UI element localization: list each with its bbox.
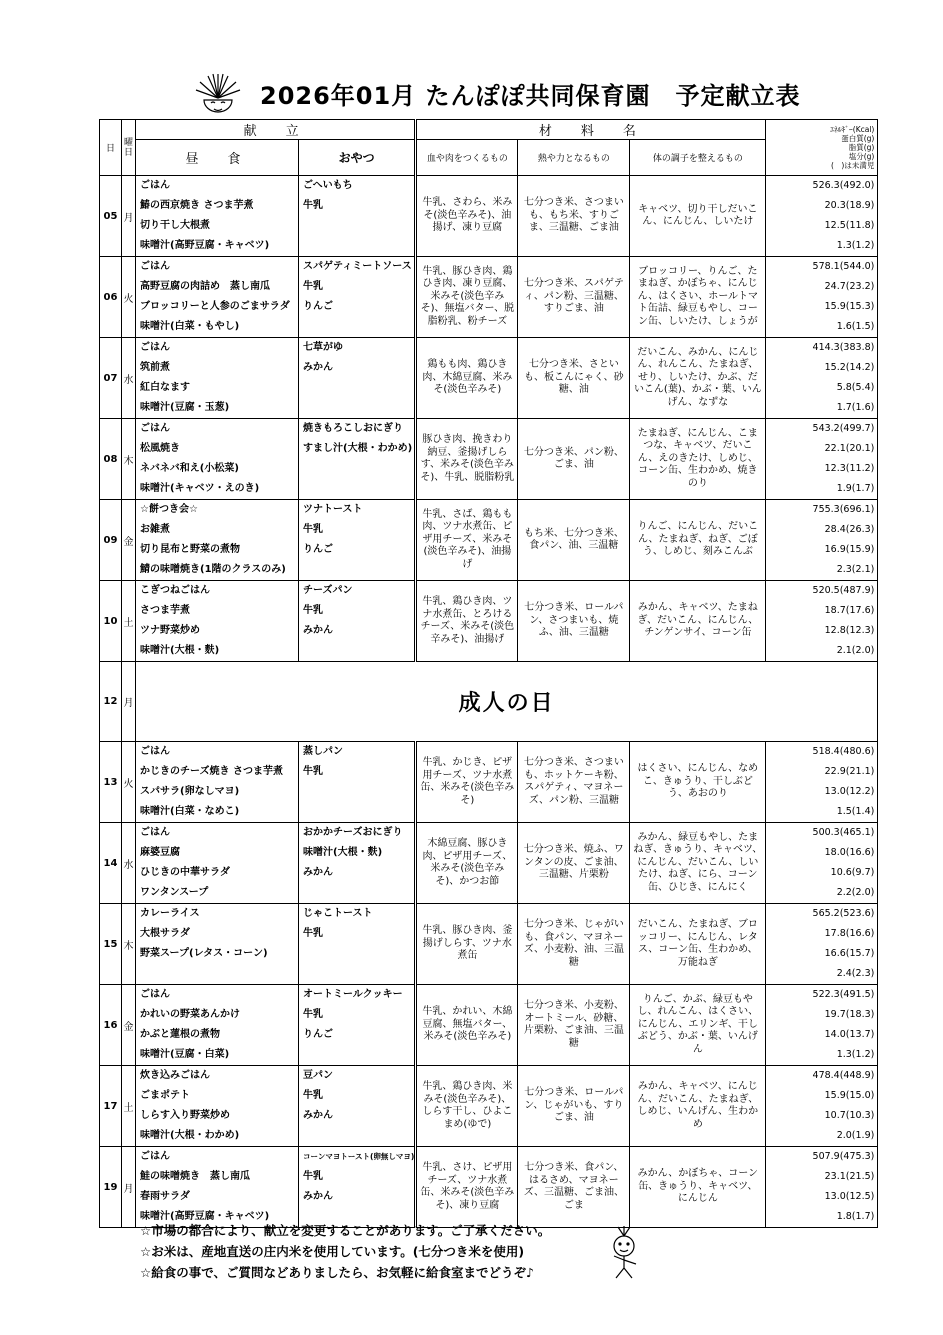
nutrition-value: 1.8(1.7) [836,1211,875,1222]
lunch-item: かぶと蓮根の煮物 [140,1029,220,1040]
lunch-item: 味噌汁(豆腐・玉葱) [140,402,230,413]
menu-table [99,119,878,1228]
snack-item: みかん [303,867,333,878]
snack-cell [299,581,416,662]
page-title: 2026年01月 たんぽぽ共同保育園 予定献立表 [260,82,801,110]
day-number: 17 [100,1066,122,1147]
lunch-item: 鮭の味噌焼き 蒸し南瓜 [140,1171,250,1182]
lunch-item: ごはん [140,827,170,838]
nutrition-value: 755.3(696.1) [812,504,875,515]
lunch-cell [136,338,299,419]
nutrition-value: 5.8(5.4) [836,382,875,393]
nutrition-value: 2.1(2.0) [836,645,875,656]
day-number: 13 [100,742,122,823]
note-2: ☆お米は、産地直送の庄内米を使用しています。(七分つき米を使用) [140,1244,525,1259]
lunch-item: ☆餅つき会☆ [140,504,198,515]
red-foods: 木綿豆腐、豚ひき肉、ピザ用チーズ、米みそ(淡色辛みそ)、かつお節 [416,823,518,904]
weekday: 火 [122,257,136,338]
snack-item: 牛乳 [303,281,323,292]
dandelion-face-icon [190,70,246,116]
green-foods: はくさい、にんじん、なめこ、きゅうり、干しぶどう、あおのり [630,742,766,823]
weekday: 土 [122,581,136,662]
lunch-item [136,964,298,984]
nutrition-value: 2.4(2.3) [836,968,875,979]
snack-cell [299,419,416,500]
day-number: 19 [100,1147,122,1228]
lunch-item: ごはん [140,746,170,757]
nutrition-cell [766,338,878,419]
nutrition-value: 15.2(14.2) [824,362,875,373]
red-foods: 牛乳、さわら、米みそ(淡色辛みそ)、油揚げ、凍り豆腐 [416,176,518,257]
yellow-foods: 七分つき米、パン粉、ごま、油 [518,419,630,500]
day-number: 16 [100,985,122,1066]
nutrition-value: 500.3(465.1) [812,827,875,838]
snack-item: オートミールクッキー [303,989,403,1000]
nutrition-value: 18.7(17.6) [824,605,875,616]
weekday: 木 [122,904,136,985]
day-row [100,1147,878,1228]
lunch-cell [136,581,299,662]
snack-cell [299,742,416,823]
lunch-item: ごはん [140,342,170,353]
nutrition-cell [766,419,878,500]
lunch-item: こぎつねごはん [140,585,210,596]
nutrition-value: 18.0(16.6) [824,847,875,858]
lunch-item: かれいの野菜あんかけ [140,1009,240,1020]
nutrition-value: 518.4(480.6) [812,746,875,757]
snack-item: ごへいもち [303,180,353,191]
snack-item: 牛乳 [303,1171,323,1182]
nutrition-value: 16.6(15.7) [824,948,875,959]
yellow-foods: 七分つき米、小麦粉、オートミール、砂糖、片栗粉、ごま油、三温糖 [518,985,630,1066]
lunch-item: ごはん [140,423,170,434]
lunch-item: スパサラ(卵なしマヨ) [140,786,240,797]
nutrition-value: 14.0(13.7) [824,1029,875,1040]
lunch-cell [136,257,299,338]
green-foods: みかん、かぼちゃ、コーン缶、きゅうり、キャベツ、にんじん [630,1147,766,1228]
header-lunch: 昼 食 [136,140,299,176]
lunch-item: ブロッコリーと人参のごまサラダ [140,301,290,312]
nutrition-value: 1.5(1.4) [836,806,875,817]
snack-item: すまし汁(大根・わかめ) [303,443,413,454]
snack-item: 牛乳 [303,928,323,939]
lunch-item: 筑前煮 [140,362,170,373]
lunch-item: 春雨サラダ [140,1191,190,1202]
day-row [100,985,878,1066]
green-foods: みかん、キャベツ、たまねぎ、だいこん、にんじん、チンゲンサイ、コーン缶 [630,581,766,662]
nutrition-value: 23.1(21.5) [824,1171,875,1182]
lunch-item: 味噌汁(高野豆腐・キャベツ) [140,1211,270,1222]
lunch-cell [136,742,299,823]
nutrition-value: 2.3(2.1) [836,564,875,575]
lunch-item: 味噌汁(白菜・もやし) [140,321,240,332]
snack-item: じゃこトースト [303,908,373,919]
weekday: 木 [122,419,136,500]
lunch-cell [136,1066,299,1147]
nutrition-value: 12.8(12.3) [824,625,875,636]
nutrition-value: 543.2(499.7) [812,423,875,434]
green-foods: りんご、かぶ、緑豆もやし、れんこん、はくさい、にんじん、エリンギ、干しぶどう、かぶ・葉、いんげん [630,985,766,1066]
snack-item: みかん [303,1191,333,1202]
lunch-item: 味噌汁(大根・わかめ) [140,1130,240,1141]
weekday: 月 [122,662,136,742]
nutrition-value: 565.2(523.6) [812,908,875,919]
nutrition-value: 10.7(10.3) [824,1110,875,1121]
lunch-item: 味噌汁(キャベツ・えのき) [140,483,260,494]
snack-cell [299,257,416,338]
nutrition-value: 12.3(11.2) [824,463,875,474]
snack-cell [299,1066,416,1147]
green-foods: たまねぎ、にんじん、こまつな、キャベツ、だいこん、えのきたけ、しめじ、コーン缶、生わかめ、焼きのり [630,419,766,500]
snack-cell [299,1147,416,1228]
nutrition-value: 1.3(1.2) [836,240,875,251]
snack-cell [299,176,416,257]
nutrition-value: 1.7(1.6) [836,402,875,413]
weekday: 火 [122,742,136,823]
snack-item: ツナトースト [303,504,363,515]
red-foods: 牛乳、豚ひき肉、釜揚げしらす、ツナ水煮缶 [416,904,518,985]
lunch-item: ツナ野菜炒め [140,625,200,636]
nutrition-value: 522.3(491.5) [812,989,875,1000]
nutrition-cell [766,176,878,257]
day-number: 15 [100,904,122,985]
snack-item: 豆パン [303,1070,333,1081]
nutrition-cell [766,257,878,338]
snack-item: りんご [303,301,333,312]
nutrition-value: 578.1(544.0) [812,261,875,272]
day-number: 07 [100,338,122,419]
lunch-item: 味噌汁(高野豆腐・キャベツ) [140,240,270,251]
snack-cell [299,338,416,419]
day-row [100,581,878,662]
weekday: 金 [122,985,136,1066]
lunch-item: かじきのチーズ焼き さつま芋煮 [140,766,283,777]
day-row [100,338,878,419]
nutrition-value: 507.9(475.3) [812,1151,875,1162]
snack-item: みかん [303,1110,333,1121]
note-3: ☆給食の事で、ご質問などありましたら、お気軽に給食室までどうぞ♪ [140,1265,534,1280]
day-row [100,1066,878,1147]
page-header [190,70,810,120]
day-number: 08 [100,419,122,500]
weekday: 水 [122,823,136,904]
snack-item: 牛乳 [303,1009,323,1020]
lunch-cell [136,500,299,581]
green-foods: りんご、にんじん、だいこん、たまねぎ、ねぎ、ごぼう、しめじ、刻みこんぶ [630,500,766,581]
lunch-item: 松風焼き [140,443,180,454]
weekday: 土 [122,1066,136,1147]
lunch-cell [136,1147,299,1228]
nutrition-value: 1.9(1.7) [836,483,875,494]
lunch-item: ごはん [140,989,170,1000]
day-number: 06 [100,257,122,338]
header-menu: 献 立 [136,120,416,140]
red-foods: 牛乳、豚ひき肉、鶏ひき肉、凍り豆腐、米みそ(淡色辛みそ)、無塩バター、脱脂粉乳、粉チーズ [416,257,518,338]
red-foods: 牛乳、かれい、木綿豆腐、無塩バター、米みそ(淡色辛みそ) [416,985,518,1066]
red-foods: 牛乳、鶏ひき肉、米みそ(淡色辛みそ)、しらす干し、ひよこまめ(ゆで) [416,1066,518,1147]
green-foods: だいこん、たまねぎ、ブロッコリー、にんじん、レタス、コーン缶、生わかめ、万能ねぎ [630,904,766,985]
nutrition-value: 2.2(2.0) [836,887,875,898]
header-green: 体の調子を整えるもの [630,140,766,176]
header-day: 日 [100,120,122,176]
snack-item: 牛乳 [303,1090,323,1101]
lunch-item: 紅白なます [140,382,190,393]
nutrition-value: 22.9(21.1) [824,766,875,777]
nutrition-value: 24.7(23.2) [824,281,875,292]
nutrition-cell [766,1066,878,1147]
day-number: 12 [100,662,122,742]
lunch-item: 味噌汁(豆腐・白菜) [140,1049,230,1060]
weekday: 月 [122,1147,136,1228]
lunch-item: ごはん [140,1151,170,1162]
nutrition-cell [766,500,878,581]
nutrition-value: 15.9(15.0) [824,1090,875,1101]
lunch-item: 切り干し大根煮 [140,220,210,231]
day-row [100,904,878,985]
header-weekday: 曜日 [122,120,136,176]
nutrition-cell [766,1147,878,1228]
nutrition-value: 22.1(20.1) [824,443,875,454]
snack-item: スパゲティミートソース [303,261,412,272]
nutrition-cell [766,904,878,985]
day-row [100,257,878,338]
nutrition-value: 1.3(1.2) [836,1049,875,1060]
snack-item: 牛乳 [303,605,323,616]
note-1: ☆市場の都合により、献立を変更することがあります。ご了承ください。 [140,1223,551,1238]
nutrition-value: 478.4(448.9) [812,1070,875,1081]
nutrition-value: 526.3(492.0) [812,180,875,191]
notes [140,1220,660,1283]
nutrition-value: 17.8(16.6) [824,928,875,939]
lunch-item: 味噌汁(白菜・なめこ) [140,806,240,817]
lunch-cell [136,904,299,985]
yellow-foods: 七分つき米、さつまいも、ホットケーキ粉、スパゲティ、マヨネーズ、パン粉、三温糖 [518,742,630,823]
yellow-foods: 七分つき米、さといも、板こんにゃく、砂糖、油 [518,338,630,419]
day-number: 14 [100,823,122,904]
yellow-foods: もち米、七分つき米、食パン、油、三温糖 [518,500,630,581]
snack-item: りんご [303,1029,333,1040]
lunch-item: ひじきの中華サラダ [140,867,230,878]
snack-item: 蒸しパン [303,746,343,757]
nutrition-value: 20.3(18.9) [824,200,875,211]
yellow-foods: 七分つき米、焼ふ、ワンタンの皮、ごま油、三温糖、片栗粉 [518,823,630,904]
snack-cell [299,823,416,904]
nutrition-cell [766,581,878,662]
dandelion-mascot-icon [600,1222,648,1282]
weekday: 金 [122,500,136,581]
day-row [100,500,878,581]
snack-item: 牛乳 [303,200,323,211]
lunch-item: ごはん [140,261,170,272]
nutrition-value: 414.3(383.8) [812,342,875,353]
snack-item: 牛乳 [303,766,323,777]
lunch-item: ワンタンスープ [140,887,209,898]
lunch-item: 高野豆腐の肉詰め 蒸し南瓜 [140,281,270,292]
snack-cell [299,985,416,1066]
lunch-item: 麻婆豆腐 [140,847,180,858]
day-number: 09 [100,500,122,581]
red-foods: 豚ひき肉、挽きわり納豆、釜揚げしらす、米みそ(淡色辛みそ)、牛乳、脱脂粉乳 [416,419,518,500]
green-foods: みかん、緑豆もやし、たまねぎ、きゅうり、キャベツ、にんじん、だいこん、しいたけ、ねぎ、にら、コーン缶、ひじき、にんにく [630,823,766,904]
lunch-item: ごまポテト [140,1090,190,1101]
red-foods: 牛乳、さば、鶏もも肉、ツナ水煮缶、ピザ用チーズ、米みそ(淡色辛みそ)、油揚げ [416,500,518,581]
day-row [100,823,878,904]
lunch-item: 味噌汁(大根・麩) [140,645,220,656]
day-row [100,419,878,500]
snack-cell [299,904,416,985]
day-number: 05 [100,176,122,257]
snack-cell [299,500,416,581]
lunch-item: さつま芋煮 [140,605,190,616]
snack-item: チーズパン [303,585,353,596]
yellow-foods: 七分つき米、ロールパン、さつまいも、焼ふ、油、三温糖 [518,581,630,662]
header-materials: 材 料 名 [416,120,766,140]
header-snack: おやつ [299,140,416,176]
nutrition-cell [766,742,878,823]
green-foods: だいこん、みかん、にんじん、れんこん、たまねぎ、せり、しいたけ、かぶ、だいこん(葉)、かぶ・葉、いんげん、なずな [630,338,766,419]
header-yellow: 熱や力となるもの [518,140,630,176]
green-foods: キャベツ、切り干しだいこん、にんじん、しいたけ [630,176,766,257]
header-red: 血や肉をつくるもの [416,140,518,176]
snack-item: りんご [303,544,333,555]
weekday: 月 [122,176,136,257]
snack-item: コーンマヨトースト(卵無しマヨ) [303,1152,415,1161]
holiday-label: 成人の日 [136,662,878,742]
lunch-item: しらす入り野菜炒め [140,1110,230,1121]
lunch-item: 大根サラダ [140,928,190,939]
yellow-foods: 七分つき米、スパゲティ、パン粉、三温糖、すりごま、油 [518,257,630,338]
snack-item: みかん [303,625,333,636]
nutrition-value: 2.0(1.9) [836,1130,875,1141]
yellow-foods: 七分つき米、じゃがいも、食パン、マヨネーズ、小麦粉、油、三温糖 [518,904,630,985]
snack-item: 七草がゆ [303,342,343,353]
nutrition-value: 13.0(12.2) [824,786,875,797]
nutrition-value: 1.6(1.5) [836,321,875,332]
snack-item: 味噌汁(大根・麩) [303,847,383,858]
yellow-foods: 七分つき米、ロールパン、じゃがいも、すりごま、油 [518,1066,630,1147]
lunch-item: ネバネバ和え(小松菜) [140,463,239,474]
header-nutrition: ｴﾈﾙｷﾞｰ(Kcal) 蛋白質(g) 脂質(g) 塩分(g) ( )は未満児 [766,120,878,176]
lunch-cell [136,176,299,257]
nutrition-value: 12.5(11.8) [824,220,875,231]
snack-item: みかん [303,362,333,373]
lunch-item: お雑煮 [140,524,170,535]
day-row [100,742,878,823]
red-foods: 鶏もも肉、鶏ひき肉、木綿豆腐、米みそ(淡色辛みそ) [416,338,518,419]
lunch-cell [136,419,299,500]
yellow-foods: 七分つき米、さつまいも、もち米、すりごま、三温糖、ごま油 [518,176,630,257]
nutrition-value: 13.0(12.5) [824,1191,875,1202]
snack-item: 牛乳 [303,524,323,535]
nutrition-cell [766,985,878,1066]
lunch-cell [136,823,299,904]
day-row [100,662,878,742]
weekday: 水 [122,338,136,419]
green-foods: みかん、キャベツ、にんじん、だいこん、たまねぎ、しめじ、いんげん、生わかめ [630,1066,766,1147]
red-foods: 牛乳、さけ、ピザ用チーズ、ツナ水煮缶、米みそ(淡色辛みそ)、凍り豆腐 [416,1147,518,1228]
nutrition-cell [766,823,878,904]
yellow-foods: 七分つき米、食パン、はるさめ、マヨネーズ、三温糖、ごま油、ごま [518,1147,630,1228]
lunch-item: 鰆の西京焼き さつま芋煮 [140,200,254,211]
nutrition-value: 16.9(15.9) [824,544,875,555]
lunch-item: 野菜スープ(レタス・コーン) [140,948,268,959]
lunch-item: 鯖の味噌焼き(1階のクラスのみ) [140,564,286,575]
day-row [100,176,878,257]
snack-item: おかかチーズおにぎり [303,827,403,838]
lunch-cell [136,985,299,1066]
day-number: 10 [100,581,122,662]
lunch-item: カレーライス [140,908,200,919]
nutrition-value: 15.9(15.3) [824,301,875,312]
nutrition-value: 19.7(18.3) [824,1009,875,1020]
nutrition-value: 28.4(26.3) [824,524,875,535]
nutrition-value: 520.5(487.9) [812,585,875,596]
snack-item: 焼きもろこしおにぎり [303,423,403,434]
red-foods: 牛乳、かじき、ピザ用チーズ、ツナ水煮缶、米みそ(淡色辛みそ) [416,742,518,823]
lunch-item: ごはん [140,180,170,191]
green-foods: ブロッコリー、りんご、たまねぎ、かぼちゃ、にんじん、はくさい、ホールトマト缶詰、緑豆もやし、コーン缶、しいたけ、しょうが [630,257,766,338]
nutrition-value: 10.6(9.7) [830,867,875,878]
lunch-item: 炊き込みごはん [140,1070,210,1081]
red-foods: 牛乳、鶏ひき肉、ツナ水煮缶、とろけるチーズ、米みそ(淡色辛みそ)、油揚げ [416,581,518,662]
lunch-item: 切り昆布と野菜の煮物 [140,544,240,555]
